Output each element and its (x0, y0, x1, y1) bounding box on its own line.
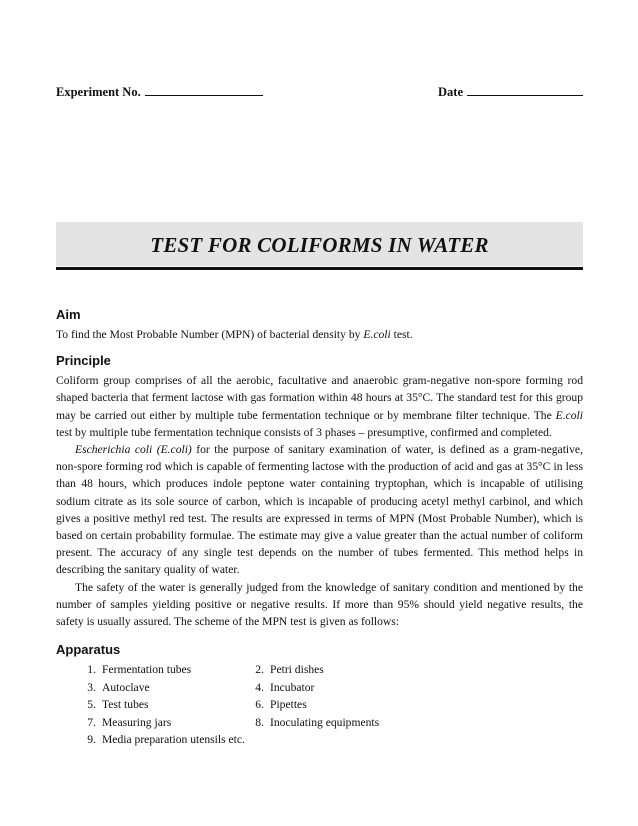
principle-paragraph-1 (56, 372, 583, 441)
list-item-number: 4. (255, 680, 264, 694)
list-item (74, 696, 242, 714)
experiment-number-field (56, 84, 263, 100)
paragraph-italic: E.coli (555, 408, 583, 422)
principle-section (56, 352, 583, 630)
document-body (56, 306, 583, 758)
date-field (438, 84, 583, 100)
list-item-label: Fermentation tubes (102, 663, 192, 677)
list-item (242, 696, 442, 714)
paragraph-text: for the purpose of sanitary examination of water, is defined as a gram-negative, non-spore forming rod which is capable of fermenting lactose with the production of acid and gas at 35°C in less than 48 hours, which produces indole peptone water containing tryptophan, which is incapable of utilising sodium citrate as its sole source of carbon, which is incapable of producing acetyl methyl carbinol, and which gives a positive methyl red test. The results are expressed in terms of MPN (Most Probable Number), which is based on certain probability formulae. The estimate may give a value greater than the actual number of coliform present. The accuracy of any single test depends on the number of tubes fermented. This method helps in describing the sanitary quality of water. (56, 443, 583, 577)
paragraph-text: test by multiple tube fermentation technique consists of 3 phases – presumptive, confirmed and completed. (56, 425, 552, 439)
page-title: TEST FOR COLIFORMS IN WATER (150, 233, 489, 257)
list-item-number: 6. (255, 698, 264, 712)
list-item-label: Inoculating equipments (270, 715, 380, 729)
list-item-number: 9. (87, 733, 96, 747)
list-item-number: 8. (255, 715, 264, 729)
aim-text-italic: E.coli (363, 328, 391, 341)
apparatus-section (56, 641, 583, 749)
list-item-number: 5. (87, 698, 96, 712)
experiment-number-blank (145, 84, 263, 96)
principle-heading: Principle (56, 353, 111, 369)
list-item-label: Test tubes (102, 698, 149, 712)
list-item (242, 679, 442, 697)
list-item-number: 3. (87, 680, 96, 694)
list-item (74, 731, 245, 749)
aim-heading: Aim (56, 307, 81, 322)
list-item-label: Pipettes (270, 698, 307, 712)
principle-paragraph-2 (56, 441, 583, 579)
list-item-label: Measuring jars (102, 715, 172, 729)
list-item (242, 714, 442, 732)
aim-text-part: test. (390, 328, 413, 341)
list-item-label: Incubator (270, 680, 315, 694)
experiment-number-label: Experiment No. (56, 85, 141, 99)
list-item (74, 679, 242, 697)
list-item (242, 661, 442, 679)
aim-text-part: To find the Most Probable Number (MPN) of bacterial density by (56, 328, 364, 341)
date-blank (467, 84, 583, 96)
list-item-number: 1. (87, 663, 96, 677)
title-band (56, 222, 583, 266)
list-item-number: 7. (87, 715, 96, 729)
title-underline (56, 267, 583, 270)
list-item (74, 661, 242, 679)
paragraph-text: Coliform group comprises of all the aerobic, facultative and anaerobic gram-negative non-spore forming rod shaped bacteria that ferment lactose with gas formation within 48 hours at 35°C. The standard test for this group may be carried out either by multiple tube fermentation technique or by membrane filter technique. The (56, 374, 583, 422)
apparatus-list (74, 661, 583, 749)
principle-paragraph-3: The safety of the water is generally judged from the knowledge of sanitary condition and mentioned by the number of samples yielding positive or negative results. If more than 95% should yield negative results, the safety is usually assured. The scheme of the MPN test is given as follows: (56, 580, 583, 629)
list-item-label: Petri dishes (270, 663, 324, 677)
list-item-number: 2. (255, 663, 264, 677)
paragraph-italic: Escherichia coli (E.coli) (75, 443, 192, 457)
list-item (74, 714, 242, 732)
aim-text (56, 326, 583, 343)
apparatus-heading: Apparatus (56, 642, 121, 658)
date-label: Date (438, 85, 463, 99)
list-item-label: Media preparation utensils etc. (102, 733, 245, 747)
aim-section (56, 306, 583, 343)
list-item-label: Autoclave (102, 680, 150, 694)
